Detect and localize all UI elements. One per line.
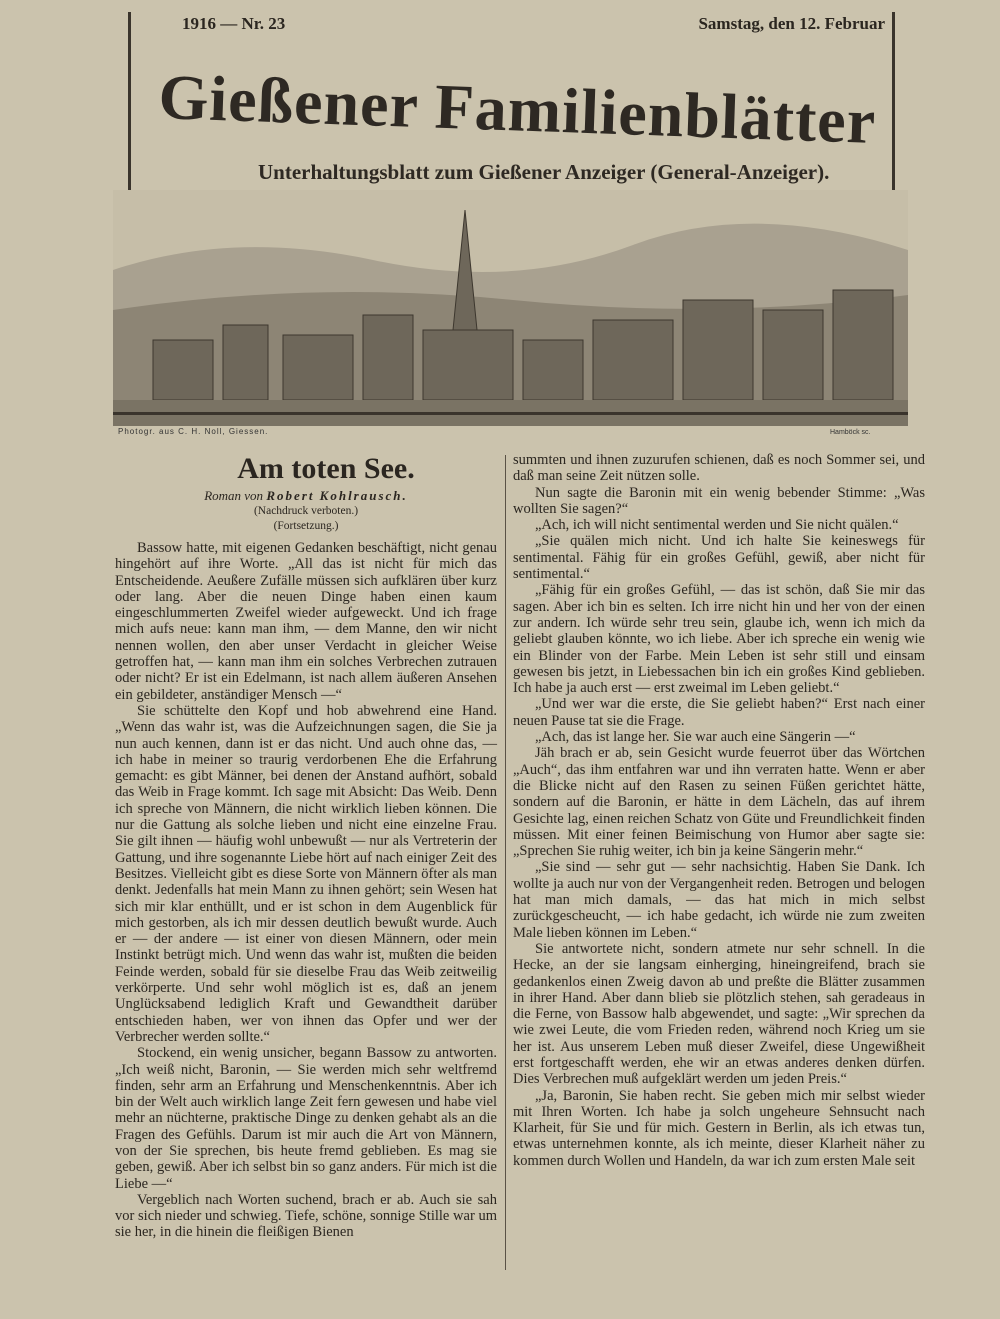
paragraph: Vergeblich nach Worten suchend, brach er ab. Auch sie sah vor sich nieder und schwieg. Tiefe, schöne, sonnige Stille war um sie her, in die hinein die fleißigen Bienen [115, 1191, 497, 1241]
article-byline [115, 488, 497, 504]
reprint-notice: (Nachdruck verboten.) [253, 505, 359, 517]
paragraph: „Sie sind — sehr gut — sehr nachsichtig. Haben Sie Dank. Ich wollte ja auch nur von der Vergangenheit reden. Betrogen und belogen hat man mich damals, — das hat mich in mich selbst zurückgescheucht, — ich habe gedacht, ich würde nie zum zweiten Male lieben können im Leben.“ [513, 859, 925, 941]
issue-number: 1916 — Nr. 23 [182, 14, 286, 33]
town-illustration [113, 190, 908, 426]
paragraph: „Ach, ich will nicht sentimental werden und Sie nicht quälen.“ [535, 517, 899, 534]
paragraph: „Fähig für ein großes Gefühl, — das ist schön, daß Sie mir das sagen. Aber ich bin es selten. Ich irre nicht hin und her von der einen zur andern. Ich würde sehr treu sein, glaube ich, wenn ich mich da geliebt glauben könnte, wo ich liebe. Aber ich spreche ein wenig wie ein Blinder von der Farbe. Mein Leben ist sehr still und einsam gewesen bis jetzt, in Liebessachen bin ich ein großes Kind geblieben. Ich habe ja auch erst — erst zweimal im Leben geliebt.“ [513, 582, 925, 697]
paragraph: Nun sagte die Baronin mit ein wenig bebender Stimme: „Was wollten Sie sagen?“ [513, 484, 925, 517]
article-title: Am toten See. [237, 452, 415, 485]
paragraph: Jäh brach er ab, sein Gesicht wurde feuerrot über das Wörtchen „Auch“, das ihm entfahren war und ihn verraten hatte. Wenn er aber die Blicke nicht auf den Rasen zu seinen Füßen gerichtet hätte, sondern auf die Baronin, er hätte in dem Lächeln, das auf ihrem Gesichte lag, einen reichen Schatz von Güte und Freundlichkeit finden müssen. Mit einer feinen Beimischung von Humor aber sagte sie: „Sprechen Sie ruhig weiter, ich bin ja keine Sängerin mehr.“ [513, 745, 925, 860]
engraver-credit: Hamböck sc. [830, 429, 871, 436]
paragraph: Sie schüttelte den Kopf und hob abwehrend eine Hand. „Wenn das wahr ist, was die Aufzeichnungen sagen, die Sie ja nun auch kennen, dann ist er das nicht. Und auch ohne das, — ich habe in meiner so traurig verdorbenen Ehe die Erfahrung gemacht: es gibt Männer, bei denen der Anstand aufhört, sobald das Weib in Frage kommt. Ich sage mit Absicht: Das Weib. Denn ich spreche von Männern, die nicht wirklich lieben können. Die nur die Gattung als solche lieben und nicht eine einzelne Frau. Sie gilt ihnen — häufig wohl unbewußt — nur als Vertreterin der Gattung, und ihre sogenannte Liebe hört auf nach einiger Zeit des Besitzes. Vielleicht gibt es diese Sorte von Männern öfter als man denkt. Jedenfalls hat mein Mann zu ihnen gehört; sein Wesen hat sich mir klar enthüllt, und er ist schon in dem Augenblick für mich gestorben, als ich mir dessen deutlich bewußt wurde. Auch er — der andere — ist einer von diesen Männern, oder mein Instinkt betrügt mich. Und wenn das wahr ist, mußten die beiden Feinde werden, sobald für sie dieselbe Frau das Weib zeitweilig verkörperte. Und sehr wohl möglich ist es, daß an jenem Unglücksabend lediglich Kraft und Gewandtheit darüber entschieden haben, wer von ihnen das Opfer und wer der Verbrecher werden sollte.“ [115, 702, 497, 1045]
masthead-subtitle: Unterhaltungsblatt zum Gießener Anzeiger (General-Anzeiger). [258, 160, 830, 184]
article-column-left [115, 452, 497, 1241]
illustration-credit: Photogr. aus C. H. Noll, Giessen. [118, 427, 269, 436]
issue-date: Samstag, den 12. Februar [698, 14, 885, 33]
paragraph: Bassow hatte, mit eigenen Gedanken beschäftigt, nicht genau hingehört auf ihre Worte. „All das ist nicht für mich das Entscheidende. Aeußere Zufälle müssen sich aufklären über kurz oder lang. Aber die neuen Dinge haben einen kaum eingeschlummerten Zweifel wieder aufgeweckt. Und ich frage mich aufs neue: kann man ihm, — dem Manne, den wir nicht nennen wollen, den aber unser Verdacht in gleicher Weise getroffen hat, — kann man ihm ein solches Verbrechen zutrauen oder nicht? Er ist ein Edelmann, ist nach allem äußeren Ansehen ein gebildeter, anständiger Mensch —“ [115, 540, 497, 703]
paragraph: Sie antwortete nicht, sondern atmete nur sehr schnell. In die Hecke, an der sie langsam einherging, hineingreifend, brach sie gedankenlos einen Zweig davon ab und preßte die Blätter zusammen in ihrer Hand. Aber dann blieb sie plötzlich stehen, sah geradeaus in die Ferne, von Bassow halb abgewendet, und sagte: „Wir sprechen da wie zwei Leute, die vom Frieden reden, während noch Krieg um sie her ist. Aus unserem Leben muß dieser Zweifel, diese Ungewißheit erst fortgeschafft werden, ehe wir an etwas anderes denken dürfen. Dies Verbrechen muß aufgeklärt werden um jeden Preis.“ [513, 940, 925, 1088]
article-column-right [513, 452, 925, 1169]
column-divider [505, 455, 506, 1270]
paragraph: „Ja, Baronin, Sie haben recht. Sie geben mich mir selbst wieder mit Ihren Worten. Ich habe ja solch ungeheure Sehnsucht nach Klarheit, für Sie und für mich. Gestern in Berlin, als ich etwas tun, etwas unternehmen konnte, als ich meinte, dieser Klarheit näher zu kommen durch Wollen und Handeln, da war ich zum ersten Male seit [513, 1087, 925, 1169]
paragraph: „Und wer war die erste, die Sie geliebt haben?“ Erst nach einer neuen Pause tat sie die Frage. [513, 696, 925, 729]
byline-prefix: Roman von [204, 488, 264, 503]
paragraph: „Sie quälen mich nicht. Und ich halte Sie keineswegs für sentimental. Fähig für ein großes Gefühl, gewiß, aber nicht für sentimental.“ [513, 533, 925, 583]
paragraph: „Ach, das ist lange her. Sie war auch eine Sängerin —“ [535, 729, 856, 746]
masthead-title: Gießener Familienblätter [157, 61, 878, 158]
paragraph: Stockend, ein wenig unsicher, begann Bassow zu antworten. „Ich weiß nicht, Baronin, — Sie werden mich sehr weltfremd finden, sehr arm an Erfahrung und Menschenkenntnis. Aber ich bin der Welt auch wirklich lange Zeit fern gewesen und habe viel mehr an nüchterne, praktische Dinge zu denken gehabt als an die Fragen des Gefühls. Darum ist mir auch die Art von Männern, von der Sie sprechen, bis heute fremd geblieben. Es mag sie geben, gewiß. Aber ich selbst bin so ganz anders. Für mich ist die Liebe —“ [115, 1045, 497, 1192]
continuation-note: (Fortsetzung.) [273, 520, 339, 532]
article-author: Robert Kohlrausch. [266, 488, 408, 503]
paragraph: summten und ihnen zuzurufen schienen, daß es noch Sommer sei, und daß man seine Zeit nützen solle. [513, 452, 925, 485]
